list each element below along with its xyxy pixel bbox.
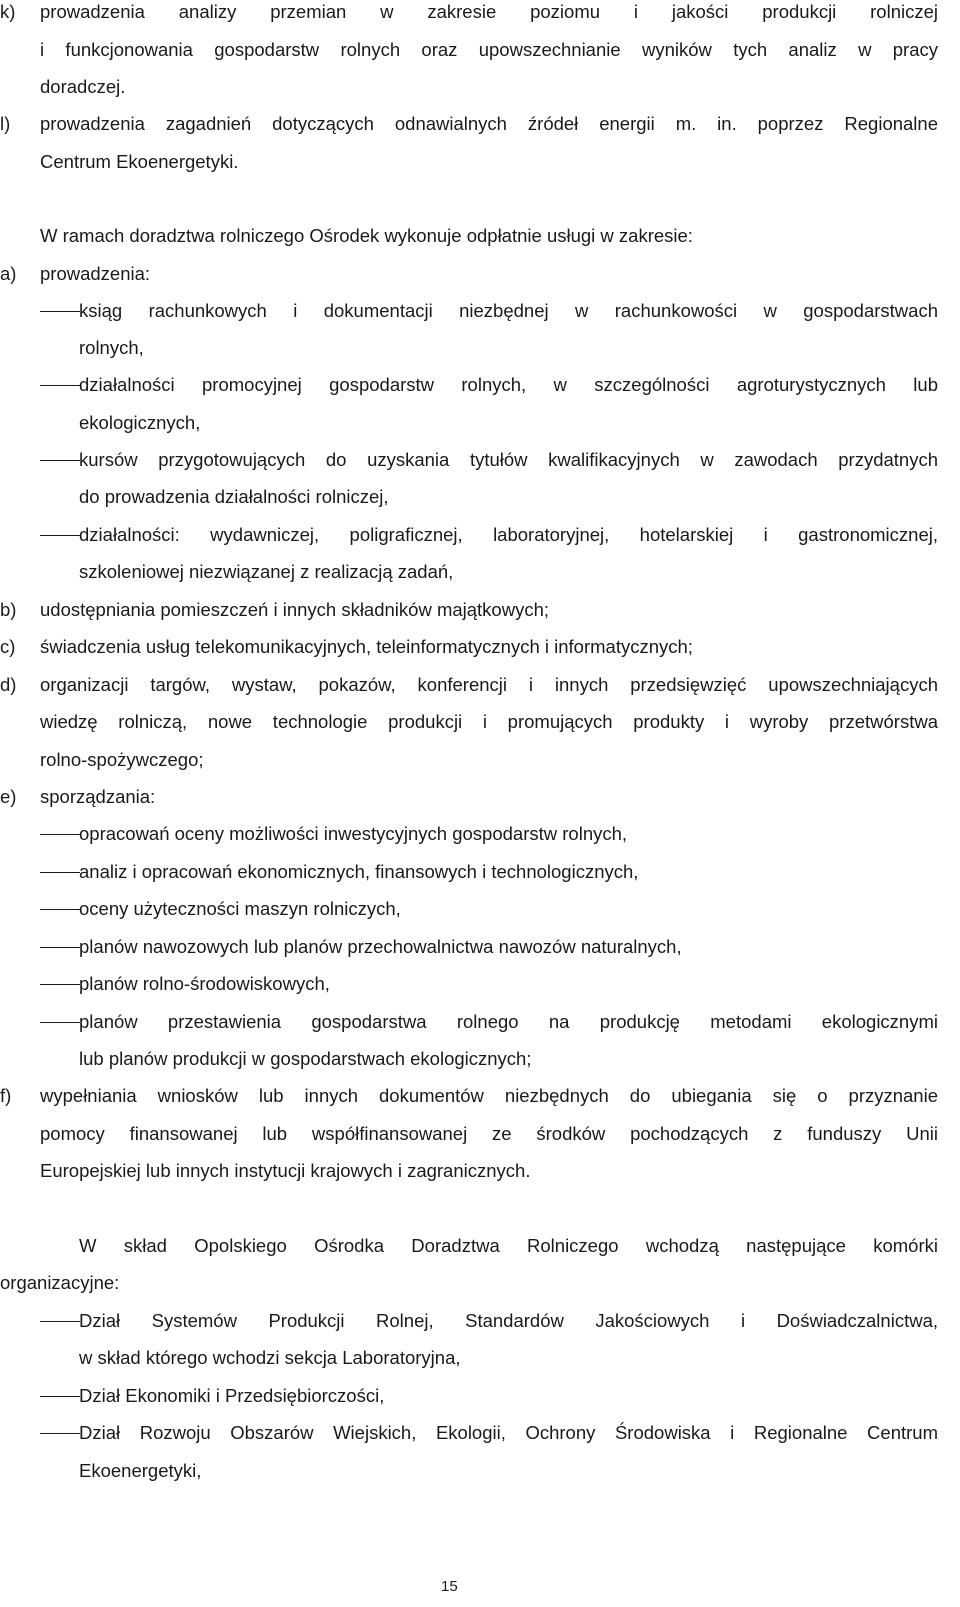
dash-bullet: [40, 1396, 80, 1397]
list-item-e-6-line-1: planów przestawienia gospodarstwa rolnego na produkcję metodami ekologicznymi: [79, 1011, 938, 1032]
dash-bullet: [40, 947, 80, 948]
list-item-e-5: planów rolno-środowiskowych,: [79, 973, 330, 994]
dash-bullet: [40, 1022, 80, 1023]
list-label-k: k): [0, 1, 16, 22]
dash-bullet: [40, 834, 80, 835]
list-item-a-4-line-1: działalności: wydawniczej, poligraficznej, laboratoryjnej, hotelarskiej i gastronomicznej,: [79, 524, 938, 545]
list-item-f-line-2: pomocy finansowanej lub współfinansowanej ze środków pochodzących z funduszy Unii: [40, 1123, 938, 1144]
unit-3-line-2: Ekoenergetyki,: [79, 1460, 202, 1481]
list-item-a-1-line-1: ksiąg rachunkowych i dokumentacji niezbędnej w rachunkowości w gospodarstwach: [79, 300, 938, 321]
unit-3-line-1: Dział Rozwoju Obszarów Wiejskich, Ekologii, Ochrony Środowiska i Regionalne Centrum: [79, 1422, 938, 1443]
list-label-l: l): [0, 113, 11, 134]
unit-2: Dział Ekonomiki i Przedsiębiorczości,: [79, 1385, 385, 1406]
dash-bullet: [40, 535, 80, 536]
list-label-a: a): [0, 263, 17, 284]
list-label-c: c): [0, 636, 16, 657]
list-item-a-2-line-1: działalności promocyjnej gospodarstw rolnych, w szczególności agroturystycznych lub: [79, 374, 938, 395]
unit-1-line-2: w skład którego wchodzi sekcja Laboratoryjna,: [79, 1347, 461, 1368]
unit-1-line-1: Dział Systemów Produkcji Rolnej, Standardów Jakościowych i Doświadczalnictwa,: [79, 1310, 938, 1331]
list-item-l-line-2: Centrum Ekoenergetyki.: [40, 151, 239, 172]
list-item-l-line-1: prowadzenia zagadnień dotyczących odnawialnych źródeł energii m. in. poprzez Regionalne: [40, 113, 938, 134]
list-item-d-line-2: wiedzę rolniczą, nowe technologie produkcji i promujących produkty i wyroby przetwórstwa: [40, 711, 938, 732]
page-number: 15: [441, 1578, 458, 1595]
list-item-e-3: oceny użyteczności maszyn rolniczych,: [79, 898, 401, 919]
list-item-e-1: opracowań oceny możliwości inwestycyjnych gospodarstw rolnych,: [79, 823, 628, 844]
list-item-b-text: udostępniania pomieszczeń i innych składników majątkowych;: [40, 599, 550, 620]
dash-bullet: [40, 1321, 80, 1322]
dash-bullet: [40, 311, 80, 312]
list-item-d-line-1: organizacji targów, wystaw, pokazów, konferencji i innych przedsięwzięć upowszechniających: [40, 674, 938, 695]
list-item-k-line-2: i funkcjonowania gospodarstw rolnych oraz upowszechnianie wyników tych analiz w pracy: [40, 39, 938, 60]
structure-intro-line-2: organizacyjne:: [0, 1272, 120, 1293]
dash-bullet: [40, 460, 80, 461]
list-item-f-line-1: wypełniania wniosków lub innych dokumentów niezbędnych do ubiegania się o przyznanie: [40, 1085, 938, 1106]
dash-bullet: [40, 872, 80, 873]
list-item-a-3-line-1: kursów przygotowujących do uzyskania tytułów kwalifikacyjnych w zawodach przydatnych: [79, 449, 938, 470]
list-item-a-3-line-2: do prowadzenia działalności rolniczej,: [79, 486, 389, 507]
list-label-d: d): [0, 674, 17, 695]
list-item-k-line-1: prowadzenia analizy przemian w zakresie poziomu i jakości produkcji rolniczej: [40, 1, 938, 22]
dash-bullet: [40, 909, 80, 910]
list-item-e-text: sporządzania:: [40, 786, 156, 807]
structure-intro-line-1: W skład Opolskiego Ośrodka Doradztwa Rolniczego wchodzą następujące komórki: [79, 1235, 938, 1256]
services-intro: W ramach doradztwa rolniczego Ośrodek wykonuje odpłatnie usługi w zakresie:: [40, 225, 693, 246]
list-item-a-2-line-2: ekologicznych,: [79, 412, 201, 433]
list-item-e-6-line-2: lub planów produkcji w gospodarstwach ekologicznych;: [79, 1048, 532, 1069]
list-item-k-line-3: doradczej.: [40, 76, 126, 97]
list-item-e-2: analiz i opracowań ekonomicznych, finansowych i technologicznych,: [79, 861, 639, 882]
dash-bullet: [40, 984, 80, 985]
list-item-a-4-line-2: szkoleniowej niezwiązanej z realizacją zadań,: [79, 561, 454, 582]
list-item-a-1-line-2: rolnych,: [79, 337, 144, 358]
list-label-b: b): [0, 599, 17, 620]
list-item-f-line-3: Europejskiej lub innych instytucji krajowych i zagranicznych.: [40, 1160, 531, 1181]
list-label-f: f): [0, 1085, 12, 1106]
list-item-d-line-3: rolno-spożywczego;: [40, 749, 204, 770]
list-item-c-text: świadczenia usług telekomunikacyjnych, teleinformatycznych i informatycznych;: [40, 636, 693, 657]
dash-bullet: [40, 385, 80, 386]
list-item-a-text: prowadzenia:: [40, 263, 151, 284]
list-label-e: e): [0, 786, 17, 807]
dash-bullet: [40, 1433, 80, 1434]
list-item-e-4: planów nawozowych lub planów przechowalnictwa nawozów naturalnych,: [79, 936, 682, 957]
